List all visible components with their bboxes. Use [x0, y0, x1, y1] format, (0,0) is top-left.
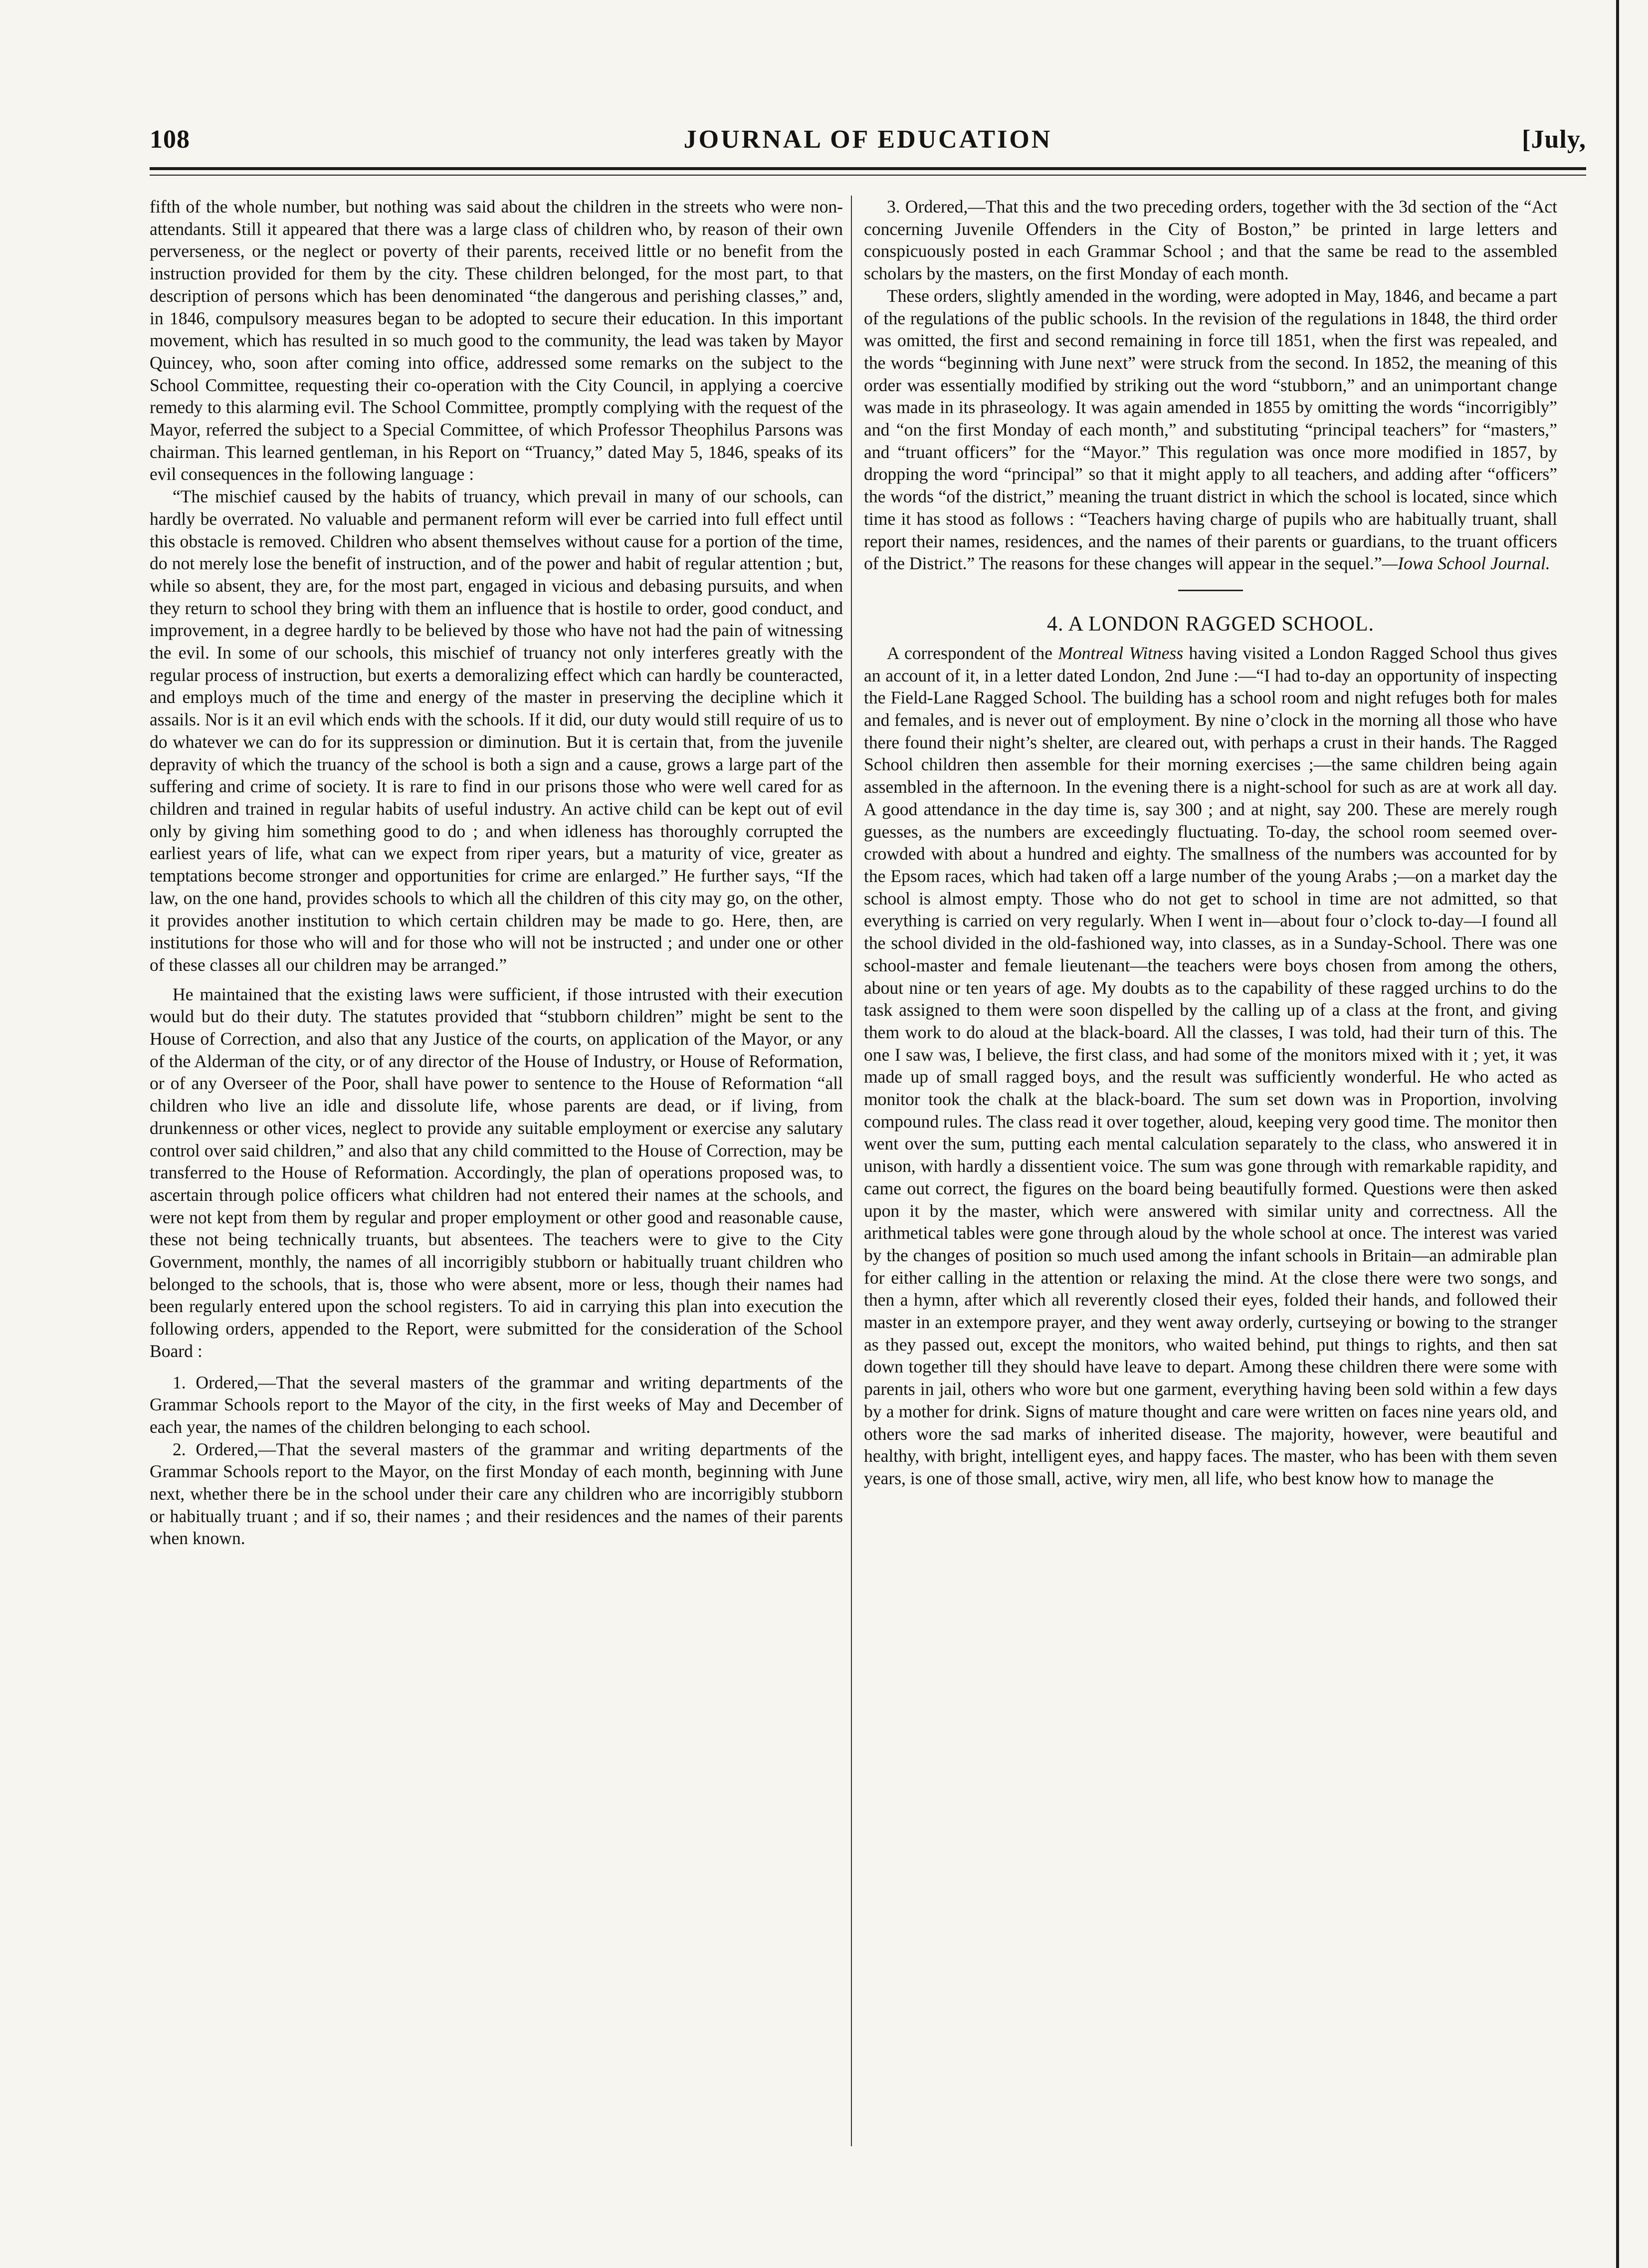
paragraph-parsons-quote: “The mischief caused by the habits of truancy, which prevail in many of our schools, can hardly be overrated. No valuable and permanent reform will ever be carried into full effect until this obstacle is removed. Children who absent themselves without cause for a portion of the time, do not merely lose the benefit of instruction, and of the power and habit of regular attention ; but, while so absent, they are, for the most part, engaged in vicious and debasing pursuits, and when they return to school they bring with them an influence that is hostile to order, good conduct, and improvement, in a degree hardly to be believed by those who have not had the pain of witnessing the evil. In some of our schools, this mischief of truancy not only interferes greatly with the regular process of instruction, but exerts a demoralizing effect which can hardly be counteracted, and employs much of the time and energy of the master in preserving the decipline which it assails. Nor is it an evil which ends with the schools. If it did, our duty would still require of us to do whatever we can do for its suppression or diminution. But it is certain that, from the juvenile depravity of which the truancy of the school is both a sign and a cause, grows a large part of the suffering and crime of society. It is rare to find in our prisons those who were well cared for as children and trained in regular habits of useful industry. An active child can be kept out of evil only by giving him something good to do ; and when idleness has thoroughly corrupted the earliest years of life, what can we expect from riper years, but a maturity of vice, greater as temptations become stronger and opportunities for crime are enlarged.” He further says, “If the law, on the one hand, provides schools to which all the children of this city may go, on the other, it provides another institution to which certain children may be made to go. Here, then, are institutions for those who will and for those who will not be instructed ; and under one or other of these classes all our children may be arranged.”	[150, 486, 843, 975]
paragraph-order-2: 2. Ordered,—That the several masters of the grammar and writing departments of the Grammar Schools report to the Mayor, on the first Monday of each month, beginning with June next, whether there be in the school under their care any children who are incorrigibly stubborn or habitually truant ; and if so, their names ; and their residences and the names of their parents when known.	[150, 1439, 843, 1549]
paragraph-order-3: 3. Ordered,—That this and the two preceding orders, together with the 3d section of the “Act concerning Juvenile Offenders in the City of Boston,” be printed in large letters and conspicuously posted in each Grammar School ; and that the same be read to the assembled scholars by the masters, on the first Monday of each month.	[864, 197, 1557, 284]
journal-title: JOURNAL OF EDUCATION	[683, 125, 1052, 154]
header-month: [July,	[1522, 125, 1586, 154]
left-column	[150, 196, 843, 2191]
source-citation: —Iowa School Journal.	[1382, 553, 1550, 574]
column-divider	[851, 196, 852, 2146]
section-heading: 4. A LONDON RAGGED SCHOOL.	[1046, 612, 1375, 636]
right-column	[864, 196, 1557, 2191]
paragraph-truancy-intro: fifth of the whole number, but nothing was said about the children in the streets who were non-attendants. Still it appeared that there was a large class of children who, by reason of their own perverseness, or the neglect or poverty of their parents, received little or no benefit from the instruction provided for them by the city. These children belonged, for the most part, to that description of persons which has been denominated “the dangerous and perishing classes,” and, in 1846, compulsory measures began to be adopted to secure their education. In this important movement, which has resulted in so much good to the community, the lead was taken by Mayor Quincey, who, soon after coming into office, addressed some remarks on the subject to the School Committee, requesting their co-operation with the City Council, in applying a coercive remedy to this alarming evil. The School Committee, promptly complying with the request of the Mayor, referred the subject to a Special Committee, of which Professor Theophilus Parsons was chairman. This learned gentleman, in his Report on “Truancy,” dated May 5, 1846, speaks of its evil consequences in the following language :	[150, 197, 843, 484]
paragraph-order-1: 1. Ordered,—That the several masters of the grammar and writing departments of the Grammar Schools report to the Mayor of the city, in the first weeks of May and December of each year, the names of the children belonging to each school.	[150, 1372, 843, 1437]
paragraph-existing-laws: He maintained that the existing laws were sufficient, if those intrusted with their execution would but do their duty. The statutes provided that “stubborn children” might be sent to the House of Correction, and also that any Justice of the courts, on application of the Mayor, or any of the Alderman of the city, or of any director of the House of Industry, or House of Reformation, or of any Overseer of the Poor, shall have power to sentence to the House of Reformation “all children who live an idle and dissolute life, whose parents are dead, or if living, from drunkenness or other vices, neglect to provide any suitable employment or exercise any salutary control over said children,” and also that any child committed to the House of Correction, may be transferred to the House of Reformation. Accordingly, the plan of operations proposed was, to ascertain through police officers what children had not entered their names at the schools, and were not kept from them by regular and proper employment or other good and reasonable cause, these not being technically truants, but absentees. The teachers were to give to the City Government, monthly, the names of all incorrigibly stubborn or habitually truant children who belonged to the schools, that is, those who were absent, more or less, though their names had been regularly entered upon the school registers. To aid in carrying this plan into execution the following orders, appended to the Report, were submitted for the consideration of the School Board :	[150, 984, 843, 1361]
paragraph-ragged-school	[864, 642, 1557, 1490]
ragged-school-text: having visited a London Ragged School thus gives an account of it, in a letter dated London, 2nd June :—“I had to-day an opportunity of inspecting the Field-Lane Ragged School. The building has a school room and night refuges both for males and females, and is never out of employment. By nine o’clock in the morning all those who have there found their night’s shelter, are cleared out, with perhaps a crust in their hands. The Ragged School children then assemble for their morning exercises ;—the same children being again assembled in the afternoon. In the evening there is a night-school for such as are at work all day. A good attendance in the day time is, say 300 ; and at night, say 200. These are merely rough guesses, as the numbers are exceedingly fluctuating. To-day, the school room seemed over-crowded with about a hundred and eighty. The smallness of the numbers was accounted for by the Epsom races, which had taken off a large number of the young Arabs ;—on a market day the school is almost empty. Those who do not get to school in time are not admitted, so that everything is carried on very regularly. When I went in—about four o’clock to-day—I found all the school divided in the old-fashioned way, into classes, as in a Sunday-School. There was one school-master and female lieutenant—the teachers were boys chosen from among the others, about nine or ten years of age. My doubts as to the capability of these ragged urchins to do the task assigned to them were soon dispelled by the calling up of a class at the front, and giving them work to do aloud at the black-board. All the classes, I was told, had their turn of this. The one I saw was, I believe, the first class, and had some of the monitors mixed with it ; yet, it was made up of small ragged boys, and the result was sufficiently wonderful. He who acted as monitor took the chalk at the black-board. The sum set down was in Proportion, involving compound rules. The class read it over together, aloud, keeping very good time. The monitor then went over the sum, putting each mental calculation separately to the class, who answered it in unison, with hardly a dissentient voice. The sum was gone through with remarkable rapidity, and came out correct, the figures on the board being beautifully formed. Questions were then asked upon it by the master, which were answered with similar unity and correctness. All the arithmetical tables were gone through aloud by the whole school at once. The interest was varied by the changes of position so much used among the infant schools in Britain—an admirable plan for either calling in the attention or relaxing the mind. At the close there were two songs, and then a hymn, after which all reverently closed their eyes, folded their hands, and followed their master in an extempore prayer, and they went away orderly, curtseying or bowing to the stranger as they passed out, except the monitors, who waited behind, put things to rights, and then sat down together till they should have leave to depart. Among these children there were some with parents in jail, others who wore but one garment, everything having been sold within a few days by a mother for drink. Signs of mature thought and care were written on faces nine years old, and others wore the sad marks of inherited disease. The majority, however, were beautiful and healthy, with bright, intelligent eyes, and happy faces. The master, who has been with them seven years, is one of those small, active, wiry men, all life, who best know how to manage the	[864, 643, 1557, 1488]
running-header	[150, 125, 1586, 165]
newspaper-name: Montreal Witness	[1058, 643, 1184, 663]
section-rule	[1178, 590, 1243, 591]
amendments-text: These orders, slightly amended in the wording, were adopted in May, 1846, and became a part of the regulations of the public schools. In the revision of the regulations in 1848, the third order was omitted, the first and second remaining in force till 1851, when the first was repealed, and the words “beginning with June next” were struck from the second. In 1852, the meaning of this order was essentially modified by striking out the word “stubborn,” and an unimportant change was made in its phraseology. It was again amended in 1855 by omitting the words “incorrigibly” and “on the first Monday of each month,” and substituting “principal teachers” for “masters,” and “truant officers” for the “Mayor.” This regulation was once more modified in 1857, by dropping the word “principal” so that it might apply to all teachers, and adding after “officers” the words “of the district,” meaning the truant district in which the school is located, since which time it has stood as follows : “Teachers having charge of pupils who are habitually truant, shall report their names, residences, and the names of their parents or guardians, to the truant officers of the District.” The reasons for these changes will appear in the sequel.”	[864, 285, 1557, 574]
page-number: 108	[150, 125, 190, 154]
header-rule-thick	[150, 167, 1586, 170]
header-rule-thin	[150, 175, 1586, 176]
ragged-school-intro: A correspondent of the	[887, 643, 1058, 663]
binding-edge	[1616, 0, 1619, 2268]
paragraph-amendments	[864, 285, 1557, 575]
